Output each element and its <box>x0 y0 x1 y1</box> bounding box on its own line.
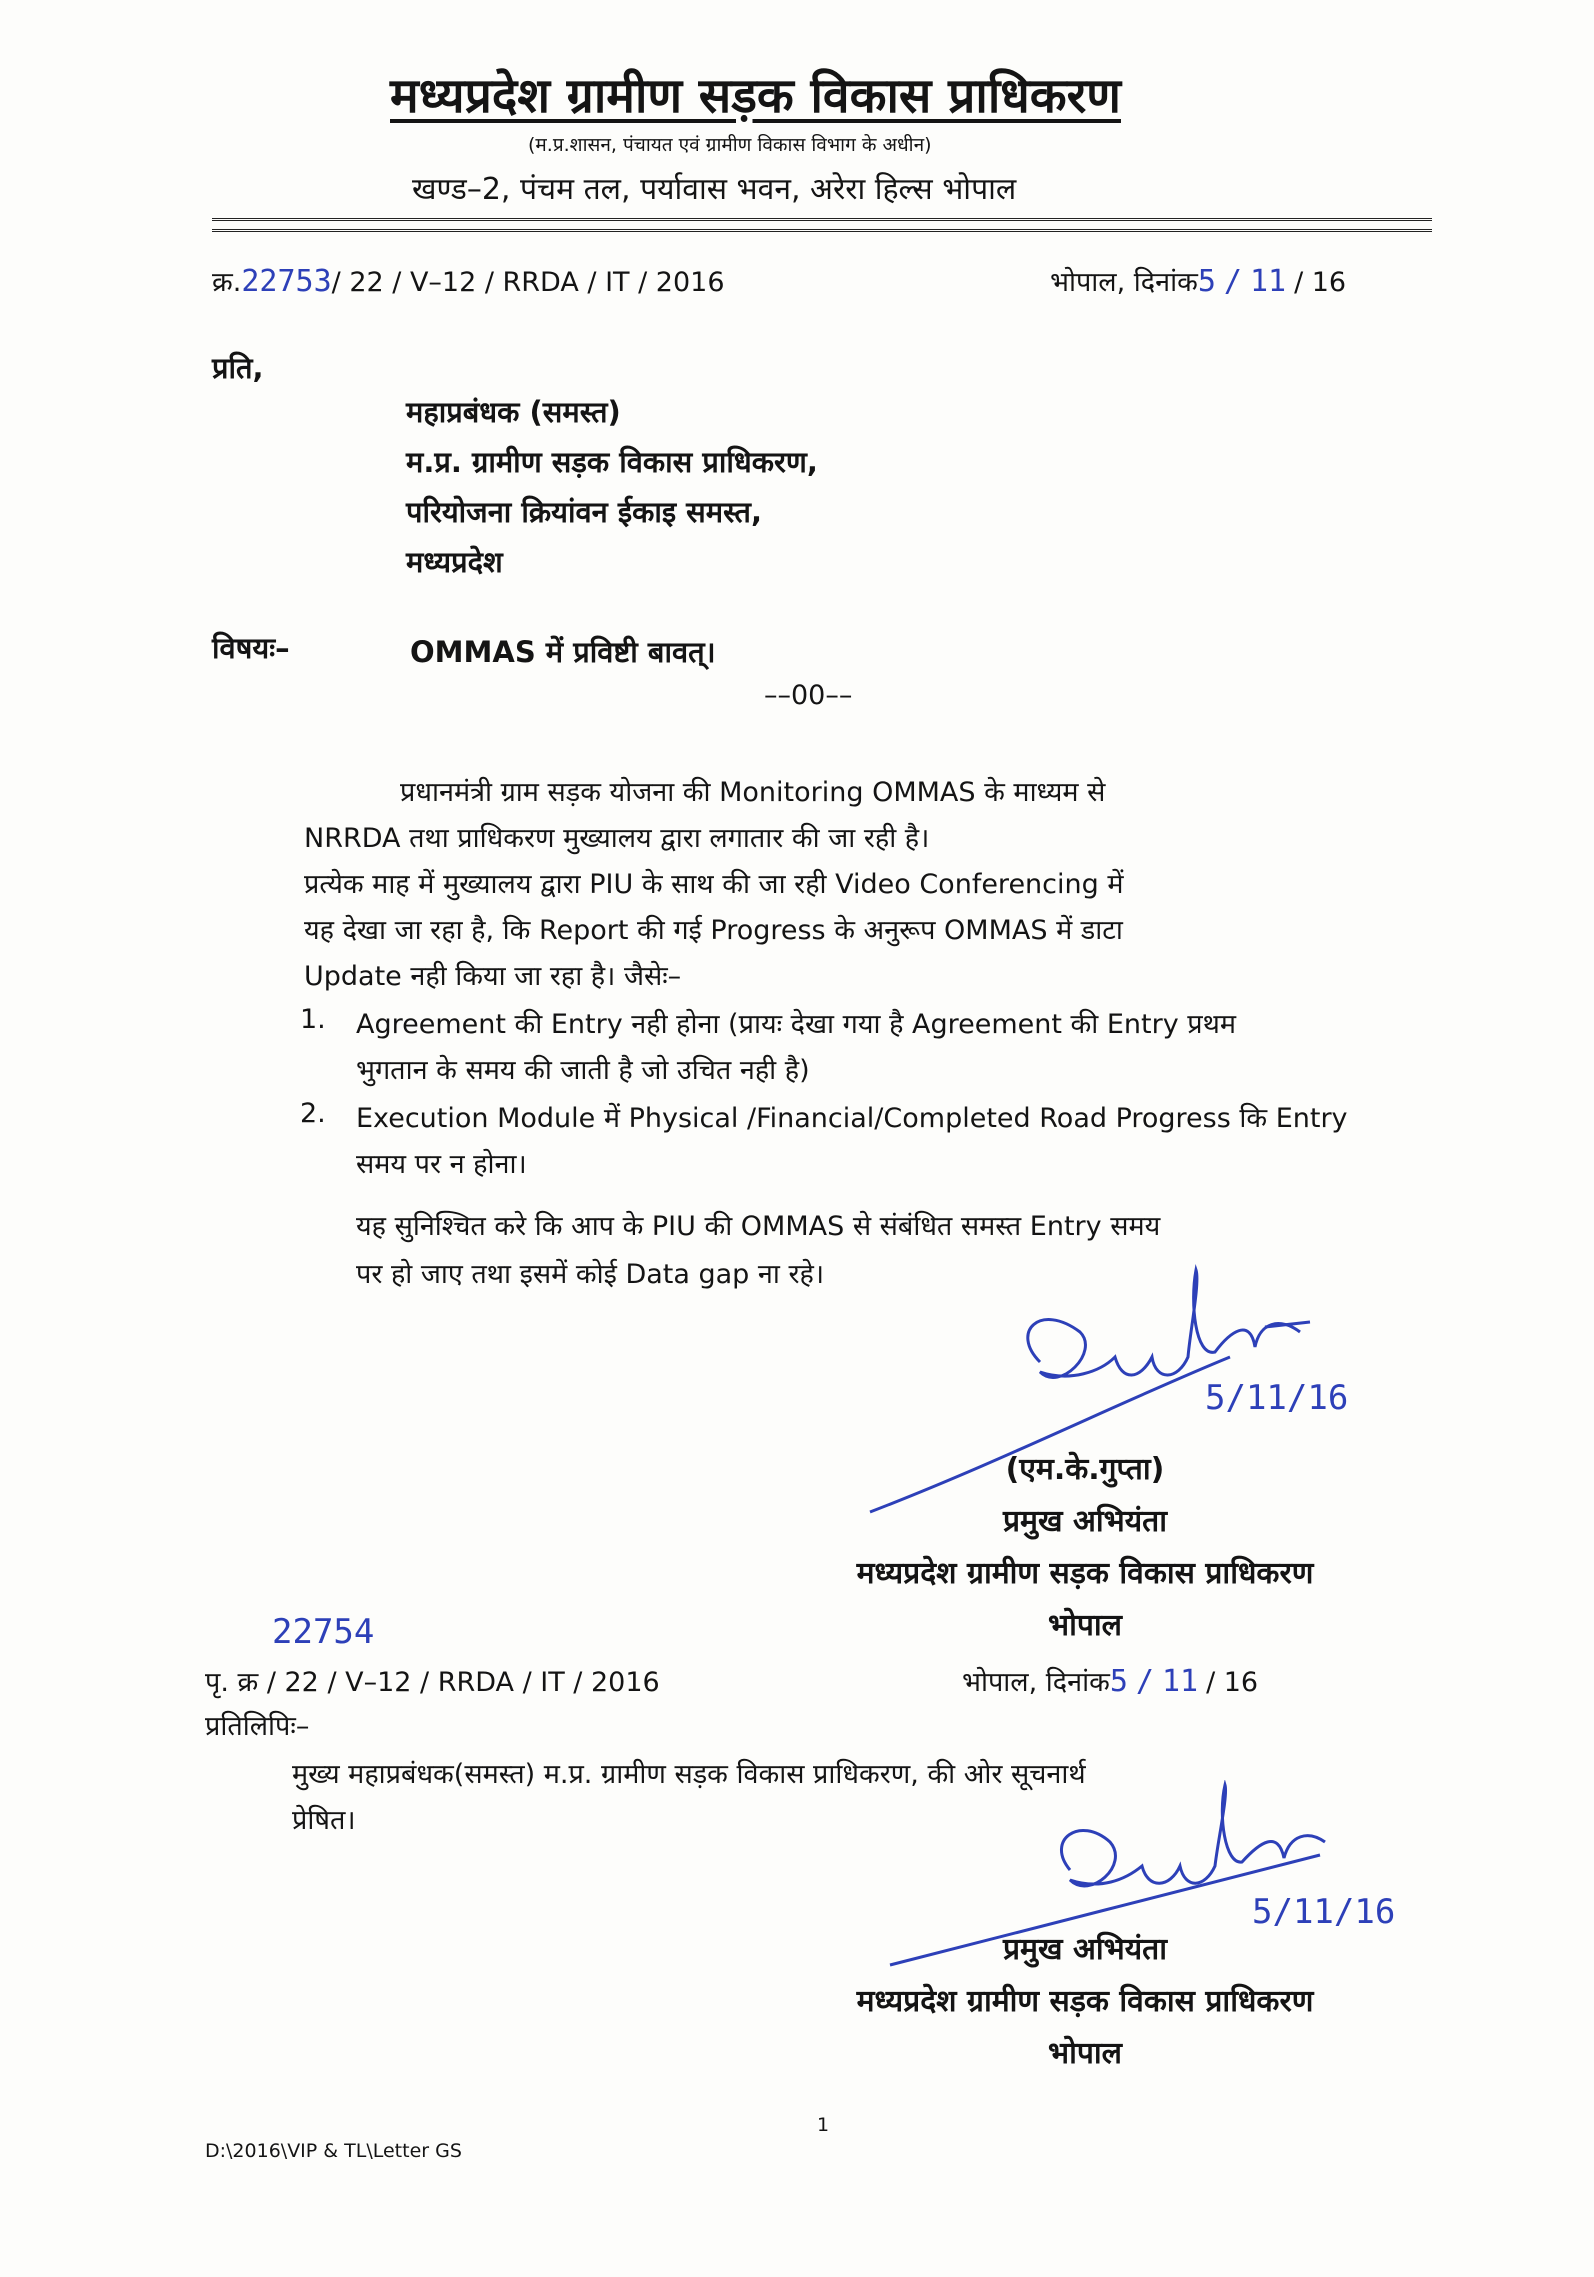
body-line: यह देखा जा रहा है, कि Report की गई Progress के अनुरूप OMMAS में डाटा <box>304 915 1123 946</box>
addressee-line: म.प्र. ग्रामीण सड़क विकास प्राधिकरण, <box>406 445 818 479</box>
date-label: भोपाल, दिनांक <box>962 1667 1110 1698</box>
reference-2-date: भोपाल, दिनांक5 / 11 / 16 <box>962 1664 1259 1699</box>
org-subtitle: (म.प्र.शासन, पंचायत एवं ग्रामीण विकास विभाग के अधीन) <box>528 134 932 156</box>
reference-date: भोपाल, दिनांक5 / 11 / 16 <box>1050 264 1347 299</box>
body-line: Update नही किया जा रहा है। जैसेः– <box>304 961 682 992</box>
handwritten-ref2-number: 22754 <box>272 1612 375 1652</box>
date-label: भोपाल, दिनांक <box>1050 267 1198 298</box>
signatory-city: भोपाल <box>1047 2036 1122 2071</box>
handwritten-ref-number: 22753 <box>241 264 332 299</box>
list-item-line: समय पर न होना। <box>356 1149 527 1180</box>
signature-1-date: 5/11/16 <box>1205 1378 1349 1418</box>
copy-line: प्रेषित। <box>292 1805 356 1836</box>
signatory-name: (एम.के.गुप्ता) <box>1005 1452 1165 1487</box>
signatory-designation: प्रमुख अभियंता <box>1002 1932 1168 1967</box>
list-item-line: भुगतान के समय की जाती है जो उचित नही है) <box>356 1055 810 1086</box>
list-item-line: Agreement की Entry नही होना (प्रायः देखा गया है Agreement की Entry प्रथम <box>356 1009 1237 1040</box>
body-line: प्रत्येक माह में मुख्यालय द्वारा PIU के साथ की जा रही Video Conferencing में <box>304 869 1124 900</box>
closing-line: यह सुनिश्चित करे कि आप के PIU की OMMAS से संबंधित समस्त Entry समय <box>356 1211 1161 1242</box>
signatory-city: भोपाल <box>1047 1608 1122 1643</box>
signatory-org: मध्यप्रदेश ग्रामीण सड़क विकास प्राधिकरण <box>856 1984 1314 2019</box>
body-line: NRRDA तथा प्राधिकरण मुख्यालय द्वारा लगातार की जा रही है। <box>304 823 930 854</box>
closing-line: पर हो जाए तथा इसमें कोई Data gap ना रहे। <box>356 1259 825 1290</box>
subject-separator: ––00–– <box>764 680 853 711</box>
ref-prefix: क्र. <box>212 267 242 298</box>
signature-2-date: 5/11/16 <box>1252 1892 1396 1932</box>
body-line: प्रधानमंत्री ग्राम सड़क योजना की Monitoring OMMAS के माध्यम से <box>400 777 1106 808</box>
list-item-line: Execution Module में Physical /Financial/Completed Road Progress कि Entry <box>356 1103 1348 1134</box>
addressee-line: मध्यप्रदेश <box>406 545 503 579</box>
copy-line: मुख्य महाप्रबंधक(समस्त) म.प्र. ग्रामीण सड़क विकास प्राधिकरण, की ओर सूचनार्थ <box>292 1759 1086 1790</box>
signatory-block-1 <box>760 1444 1410 1652</box>
org-address: खण्ड–2, पंचम तल, पर्यावास भवन, अरेरा हिल्स भोपाल <box>412 172 1017 207</box>
addressee-line: परियोजना क्रियांवन ईकाइ समस्त, <box>406 495 762 529</box>
handwritten-month: 11 <box>1161 1664 1199 1699</box>
reference-number <box>212 262 725 299</box>
page-number: 1 <box>817 2114 830 2136</box>
header-divider <box>212 218 1432 232</box>
ref-suffix: / 22 / V–12 / RRDA / IT / 2016 <box>331 267 725 298</box>
org-title: मध्यप्रदेश ग्रामीण सड़क विकास प्राधिकरण <box>390 68 1121 124</box>
date-year: / 16 <box>1206 1667 1259 1698</box>
to-label: प्रति, <box>212 351 264 385</box>
handwritten-month: 11 <box>1249 264 1287 299</box>
subject-text: OMMAS में प्रविष्टी बावत्। <box>410 635 716 669</box>
list-item-number: 2. <box>300 1098 326 1129</box>
file-path: D:\2016\VIP & TL\Letter GS <box>205 2140 462 2162</box>
addressee-line: महाप्रबंधक (समस्त) <box>406 395 621 429</box>
signatory-block-2 <box>760 1924 1410 2080</box>
date-year: / 16 <box>1294 267 1347 298</box>
signatory-org: मध्यप्रदेश ग्रामीण सड़क विकास प्राधिकरण <box>856 1556 1314 1591</box>
list-item-number: 1. <box>300 1004 326 1035</box>
reference-2: पृ. क्र / 22 / V–12 / RRDA / IT / 2016 <box>205 1667 660 1698</box>
signatory-designation: प्रमुख अभियंता <box>1002 1504 1168 1539</box>
subject-label: विषयः– <box>212 631 290 665</box>
copy-label: प्रतिलिपिः– <box>205 1711 310 1742</box>
handwritten-day: 5 <box>1197 264 1216 299</box>
handwritten-day: 5 <box>1109 1664 1128 1699</box>
